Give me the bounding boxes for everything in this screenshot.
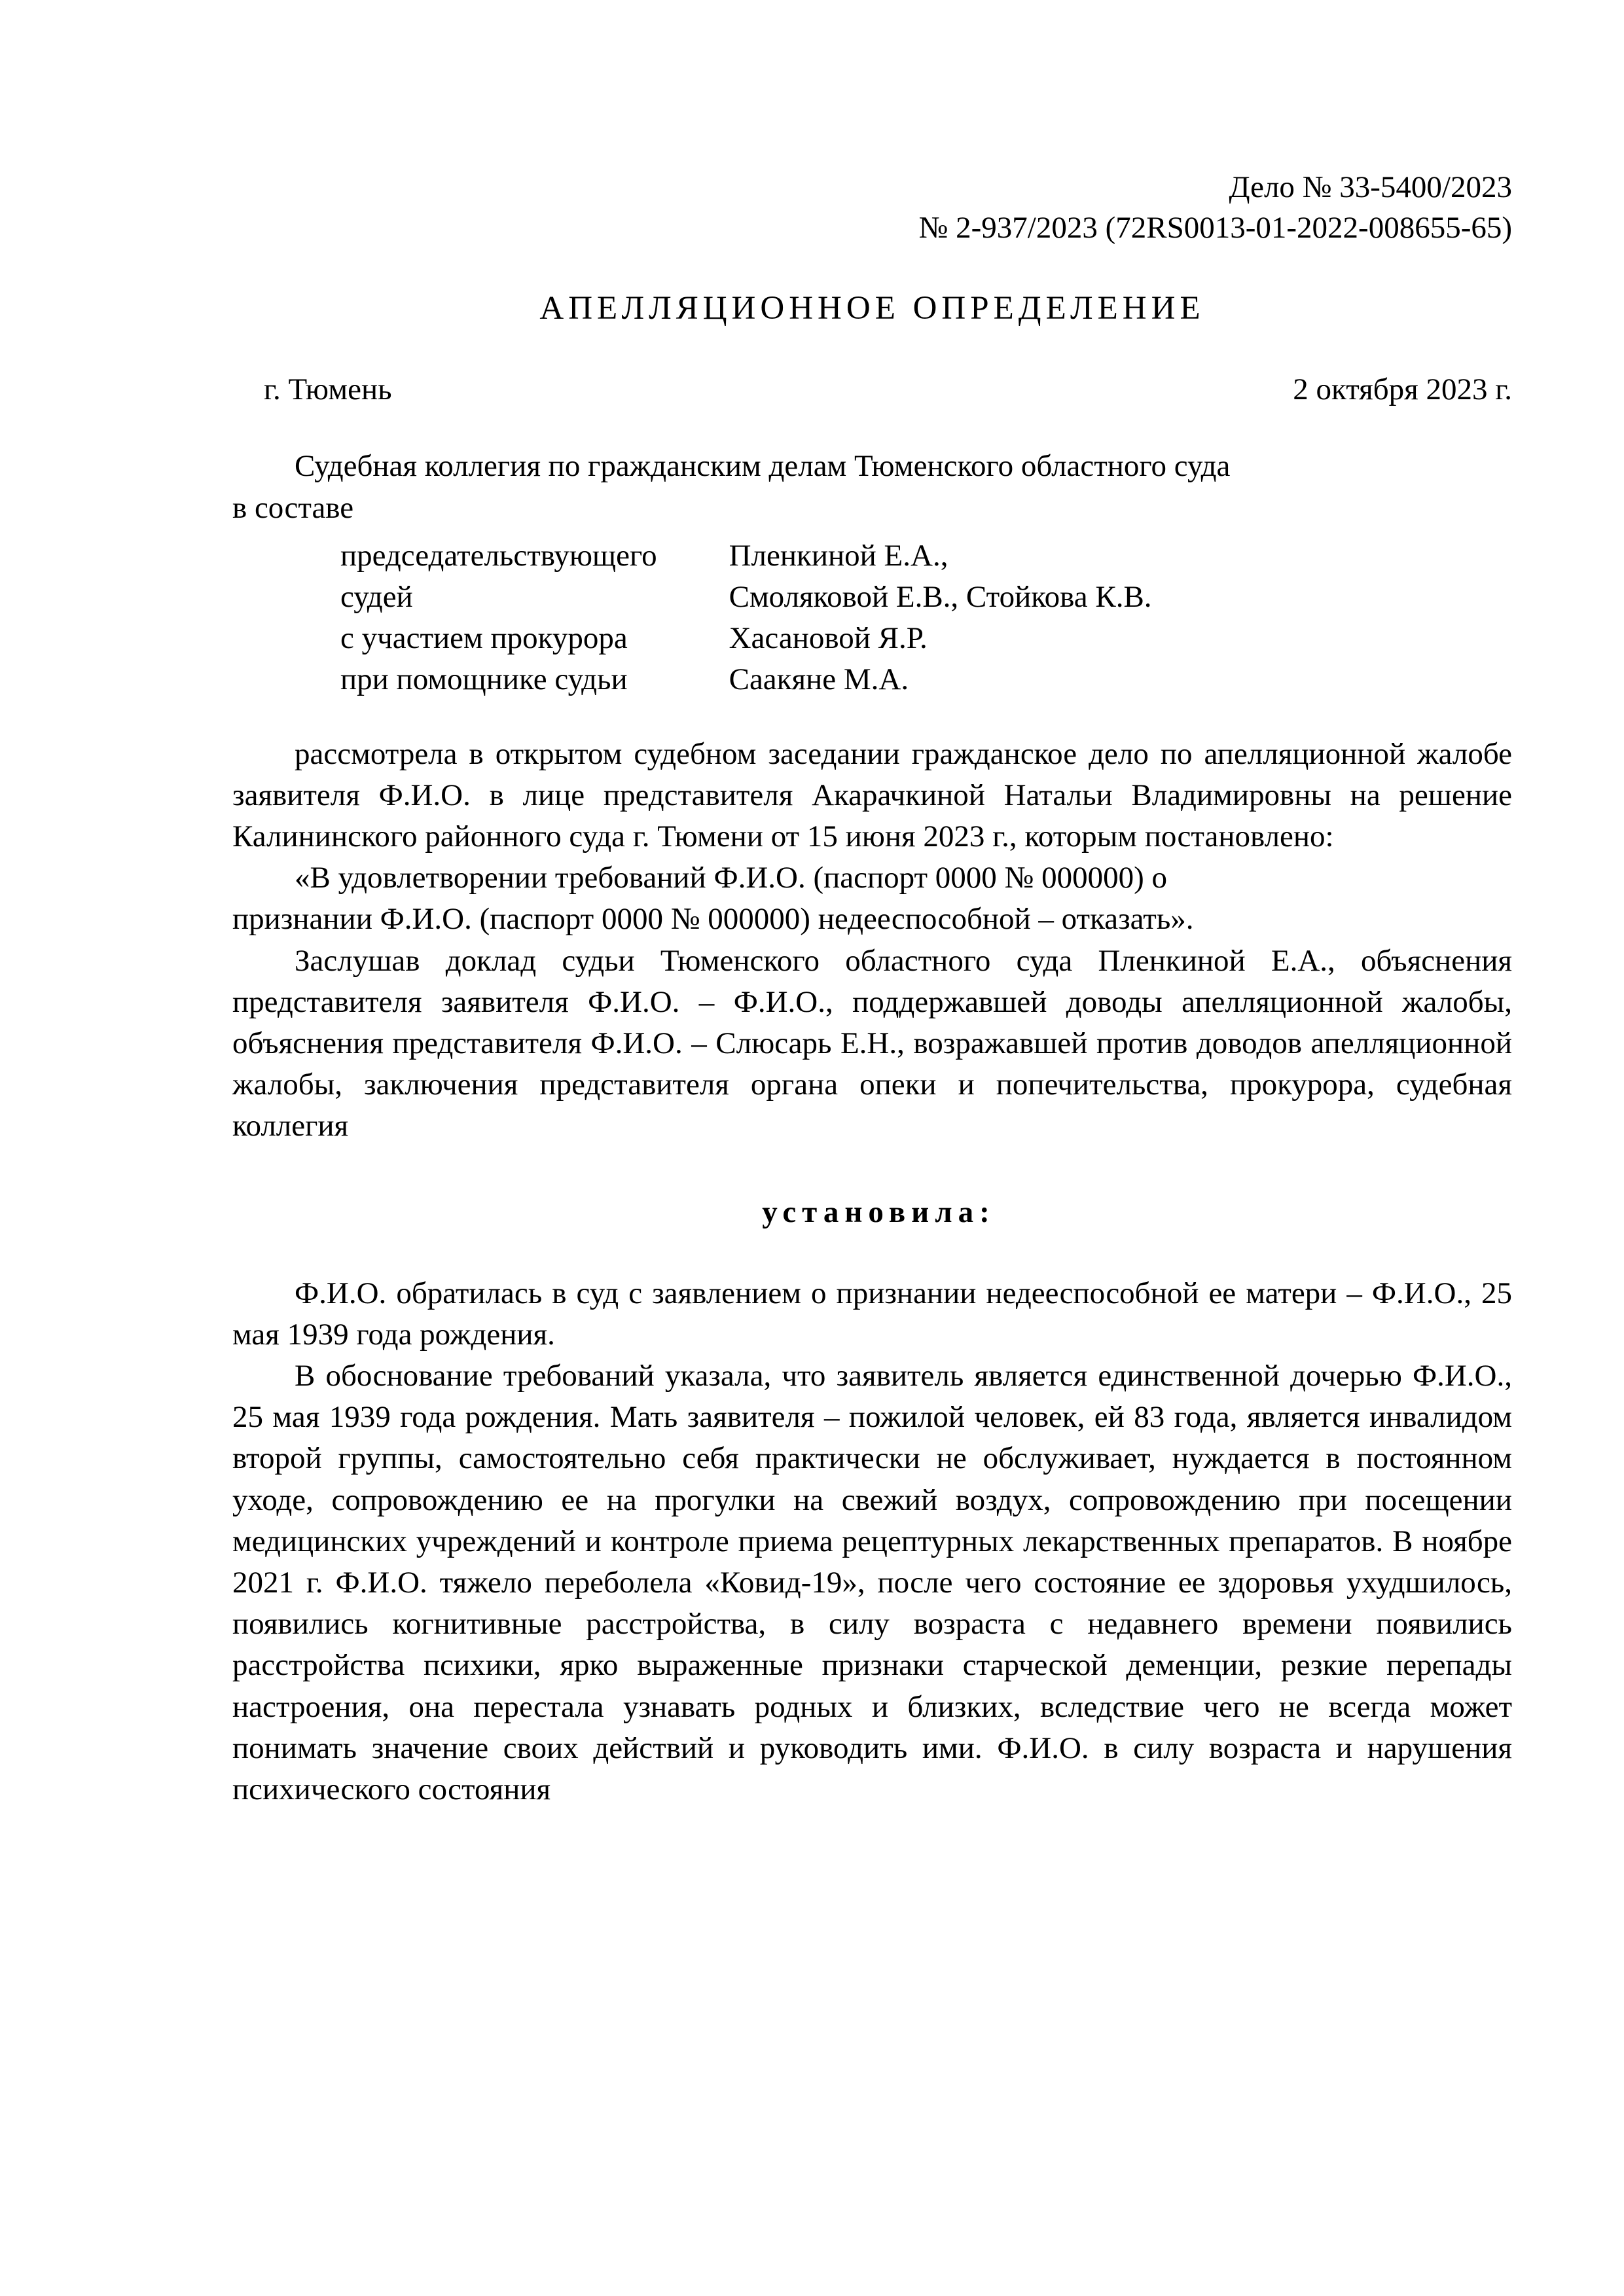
table-row — [232, 577, 1512, 618]
composition-role: судей — [340, 579, 413, 614]
established-section — [232, 1273, 1512, 1811]
paragraph-reviewed: рассмотрела в открытом судебном заседании гражданское дело по апелляционной жалобе заявителя Ф.И.О. в лице представителя Акарачкиной Натальи Владимировны на решение Калининского районного суда г. Тюмени от 15 июня 2023 г., которым постановлено: — [232, 736, 1512, 853]
table-row — [232, 659, 1512, 700]
quoted-ruling-line-1: «В удовлетворении требований Ф.И.О. (паспорт 0000 № 000000) о — [295, 861, 1168, 895]
city-date-row — [232, 370, 1512, 410]
composition-name: Саакяне М.А. — [729, 662, 909, 697]
decision-date: 2 октября 2023 г. — [1293, 372, 1512, 407]
composition-role: при помощнике судьи — [340, 662, 628, 697]
quoted-ruling-line-2: признании Ф.И.О. (паспорт 0000 № 000000) недееспособной – отказать». — [232, 902, 1194, 937]
paragraph-applied: Ф.И.О. обратилась в суд с заявлением о признании недееспособной ее матери – Ф.И.О., 25 мая 1939 года рождения. — [232, 1276, 1512, 1352]
composition-name: Хасановой Я.Р. — [729, 621, 928, 656]
page-title: АПЕЛЛЯЦИОННОЕ ОПРЕДЕЛЕНИЕ — [539, 290, 1205, 327]
body-section — [232, 734, 1512, 1147]
composition-role: с участием прокурора — [340, 621, 628, 656]
paragraph-grounds: В обоснование требований указала, что заявитель является единственной дочерью Ф.И.О., 25 мая 1939 года рождения. Мать заявителя – пожилой человек, ей 83 года, является инвалидом второй группы, самостоятельно себя практически не обслуживает, нуждается в постоянном уходе, сопровождению ее на прогулки на свежий воздух, сопровождению при посещении медицинских учреждений и контроле приема рецептурных лекарственных препаратов. В ноябре 2021 г. Ф.И.О. тяжело переболела «Ковид-19», после чего состояние ее здоровья ухудшилось, появились когнитивные расстройства, в силу возраста с недавнего времени появились расстройства психики, ярко выраженные признаки старческой деменции, резкие перепады настроения, она перестала узнавать родных и близких, вследствие чего не всегда может понимать значение своих действий и руководить ими. Ф.И.О. в силу возраста и нарушения психического состояния — [232, 1359, 1512, 1807]
case-number: Дело № 33-5400/2023 — [1229, 170, 1512, 204]
composition-intro-line-2: в составе — [232, 490, 354, 525]
composition-intro-line-1: Судебная коллегия по гражданским делам Тюменского областного суда — [295, 449, 1231, 484]
composition-role: председательствующего — [340, 538, 657, 573]
case-header — [232, 167, 1512, 248]
paragraph-heard: Заслушав доклад судьи Тюменского областного суда Пленкиной Е.А., объяснения представителя заявителя Ф.И.О. – Ф.И.О., поддержавшей доводы апелляционной жалобы, объяснения представителя Ф.И.О. – Слюсарь Е.Н., возражавшей против доводов апелляционной жалобы, заключения представителя органа опеки и попечительства, прокурора, судебная коллегия — [232, 943, 1512, 1143]
section-heading-established: установила: — [762, 1194, 996, 1229]
composition-name: Смоляковой Е.В., Стойкова К.В. — [729, 579, 1152, 614]
composition-name: Пленкиной Е.А., — [729, 538, 948, 573]
city-label: г. Тюмень — [264, 372, 392, 407]
page-content — [232, 0, 1512, 1810]
table-row — [232, 535, 1512, 577]
table-row — [232, 618, 1512, 659]
lower-case-number: № 2-937/2023 (72RS0013-01-2022-008655-65) — [918, 211, 1512, 245]
composition-intro — [232, 446, 1512, 528]
composition-table — [232, 535, 1512, 701]
